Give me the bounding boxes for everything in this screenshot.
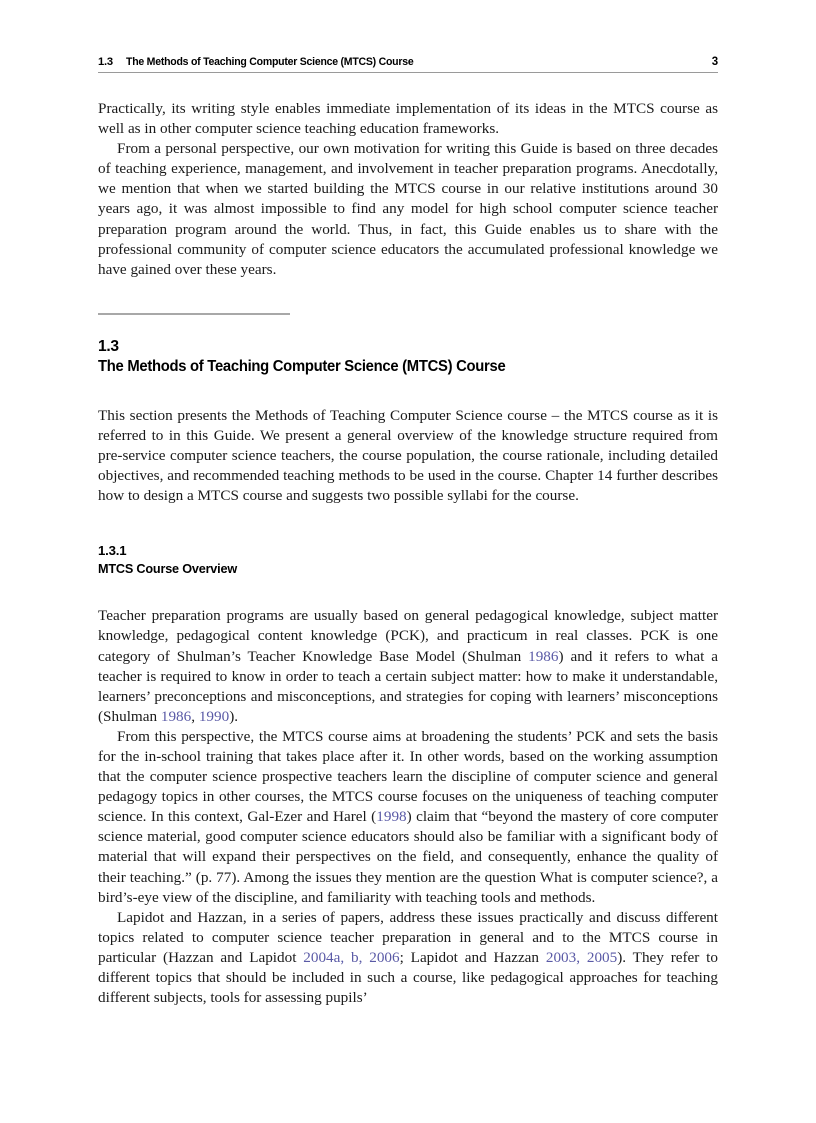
section-rule-wrapper (98, 280, 718, 315)
running-head (98, 56, 718, 73)
running-head-title: The Methods of Teaching Computer Science (MTCS) Course (125, 56, 414, 68)
citation-link-shulman-1990[interactable]: 1990 (198, 707, 230, 725)
spacer-before-section-heading (98, 315, 718, 337)
spacer-before-subsection-heading (98, 506, 718, 542)
text-segment: Teacher preparation programs are usually based on general pedagogical knowledge, subject matter knowledge, pedagogical content knowledge (PCK), and practicum in real classes. PCK is one category of Shulman’s Teacher Knowledge Base Model (Shulman (98, 607, 718, 665)
subsection-heading-number: 1.3.1 (98, 543, 127, 559)
running-head-section-number: 1.3 (98, 56, 113, 68)
paragraph-lapidot-hazzan (98, 908, 718, 1008)
citation-link-shulman-1986-b[interactable]: 1986 (160, 707, 192, 725)
section-heading-title: The Methods of Teaching Computer Science (MTCS) Course (98, 357, 506, 375)
page-content (98, 99, 718, 1008)
subsection-heading (98, 542, 718, 577)
citation-link-gal-ezer-harel-1998[interactable]: 1998 (376, 808, 407, 826)
text-segment: Lapidot and Hazzan, in a series of papers, address these issues practically and discuss different topics related to computer science teacher preparation in general and to the MTCS course in particular (Hazzan and Lapidot (98, 908, 718, 966)
section-heading (98, 337, 718, 377)
text-segment: ). (229, 707, 239, 725)
paragraph-personal-perspective: From a personal perspective, our own motivation for writing this Guide is based on three decades of teaching experience, management, and involvement in teacher preparation programs. Anecdotally, we mention that when we started building the MTCS course in our relative institutions around 30 years ago, it was almost impossible to find any model for high school computer science teacher preparation program around the world. Thus, in fact, this Guide enables us to share with the professional community of computer science educators the accumulated professional knowledge we have gained over these years. (98, 140, 718, 278)
citation-link-shulman-1986[interactable]: 1986 (528, 647, 559, 665)
subsection-heading-title: MTCS Course Overview (98, 560, 237, 576)
running-head-row (98, 56, 718, 68)
text-segment: ) and it refers to what a teacher is required to know in order to teach a certain subject matter: how to make it understandable, learners’ preconceptions and misconceptions, and strategies for coping with learners’ misconceptions (Shulman (98, 647, 718, 725)
running-head-rule (98, 72, 718, 73)
paragraph-from-this-perspective (98, 727, 718, 908)
page-number: 3 (711, 56, 718, 68)
text-segment: ). They refer to different topics that should be included in such a course, like pedagogical approaches for teaching different subjects, tools for assessing pupils’ (98, 948, 718, 1007)
paragraph-section-intro: This section presents the Methods of Teaching Computer Science course – the MTCS course as it is referred to in this Guide. We present a general overview of the knowledge structure required from pre-service computer science teachers, the course population, the course rationale, including detailed objectives, and recommended teaching methods to be used in the course. Chapter 14 further describes how to design a MTCS course and suggests two possible syllabi for the course. (98, 406, 718, 505)
citation-link-lapidot-hazzan[interactable]: 2003, 2005 (545, 948, 618, 966)
paragraph-practically: Practically, its writing style enables immediate implementation of its ideas in the MTCS course as well as in other computer science teaching education frameworks. (98, 100, 718, 138)
text-segment: , (191, 707, 199, 725)
text-segment: ) claim that “beyond the mastery of core computer science material, good computer science educators should also be familiar with a significant body of material that will expand their perspectives on the field, and consequently, enhance the quality of their teaching.” (p. 77). Among the issues they mention are the question What is computer science?, a bird’s-eye view of the discipline, and familiarity with teaching tools and methods. (98, 808, 719, 906)
paragraph-teacher-preparation (98, 606, 718, 727)
text-segment: From this perspective, the MTCS course aims at broadening the students’ PCK and sets the basis for the in-school training that takes place after it. In other words, based on the working assumption that the computer science prospective teachers learn the discipline of computer science and general pedagogy topics in other courses, the MTCS course focuses on the uniqueness of teaching computer science. In this context, Gal-Ezer and Harel ( (98, 727, 718, 826)
text-segment: ; Lapidot and Hazzan (399, 948, 546, 966)
spacer-after-section-heading (98, 377, 718, 406)
section-heading-number: 1.3 (98, 337, 119, 355)
spacer-after-subsection-heading (98, 577, 718, 606)
citation-link-hazzan-lapidot[interactable]: 2004a, b, 2006 (303, 948, 400, 966)
